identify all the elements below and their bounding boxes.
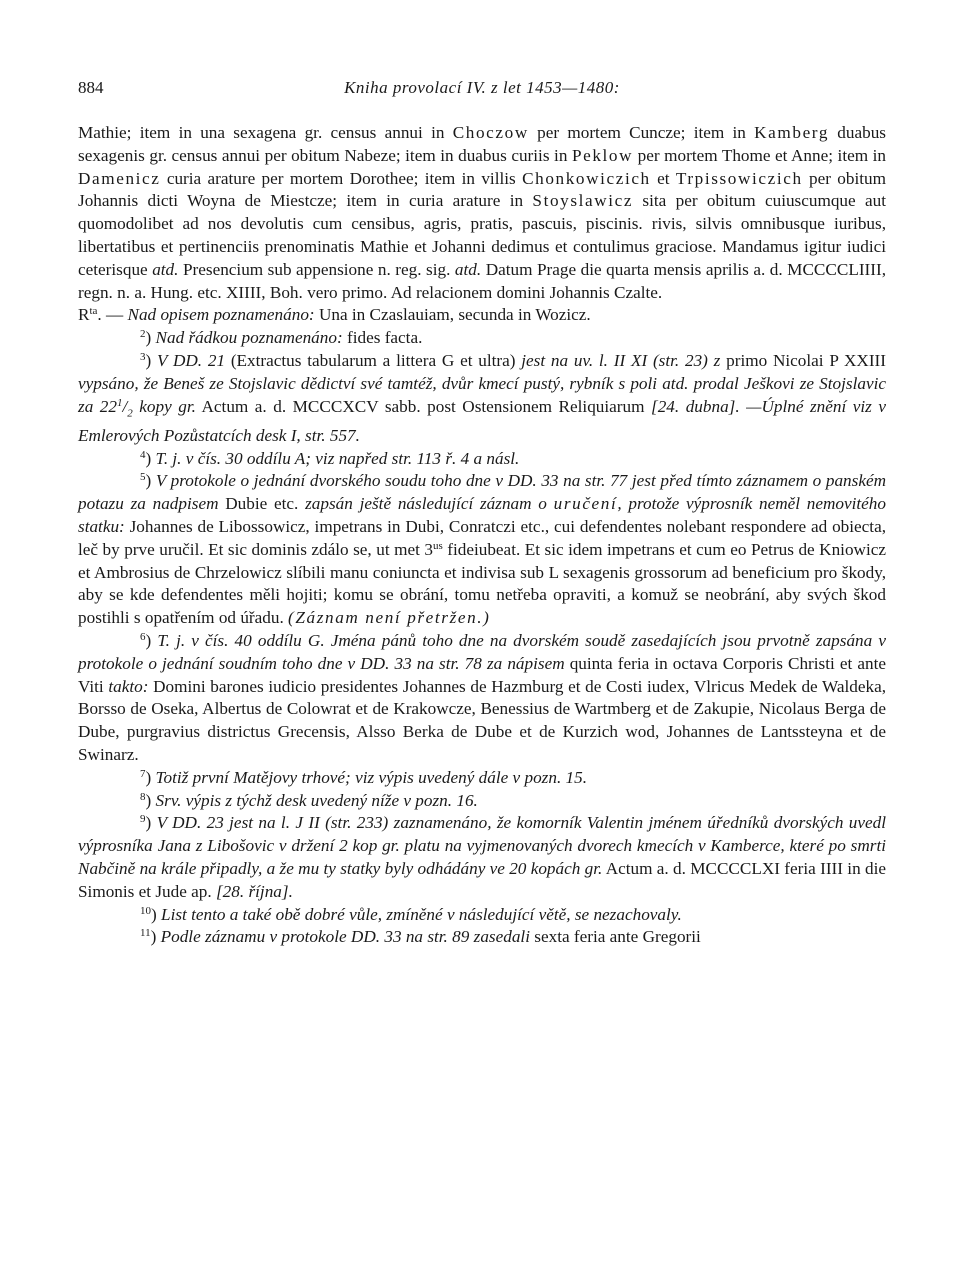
page-number: 884 xyxy=(78,78,104,97)
editorial-note: zapsán ještě následující záznam o xyxy=(305,494,554,514)
text-span: Actum a. d. MCCCXCV sabb. post Ostensionem Reliquiarum xyxy=(195,396,651,416)
text-span: ) xyxy=(145,630,158,650)
place-name: Chonkowiczich xyxy=(522,168,651,188)
footnote-marker: 4 xyxy=(140,448,146,461)
fraction-denominator: 2 xyxy=(127,407,133,419)
running-title: Kniha provolací IV. z let 1453—1480: xyxy=(344,78,620,97)
footnote-7 xyxy=(78,767,886,790)
editorial-note: takto: xyxy=(108,676,149,696)
footnote-marker: 8 xyxy=(140,790,146,803)
fraction-numerator: 1 xyxy=(117,396,123,409)
text-span: ) xyxy=(145,471,156,491)
editorial-note: Podle záznamu v protokole DD. 33 na str. 89 zasedali xyxy=(160,927,530,947)
place-name: Stoyslawicz xyxy=(532,191,634,211)
text-span: Una in Czaslauiam, secunda in Wozicz. xyxy=(314,305,591,325)
text-span: Datum Prage die quarta mensis aprilis a. d. MCCCCLIIII, regn. n. a. Hung. etc. XIIII, Boh. vero primo. Ad relacionem domini Johannis Czalte. xyxy=(78,259,887,302)
editorial-note: V protokole o jednání dvorského soudu toho dne v DD. 33 na str. 77 jest před tímto záznamem o panském potazu za nadpisem xyxy=(78,471,886,514)
editorial-note: Totiž první Matějovy trhové; viz výpis uvedený dále v pozn. 15. xyxy=(155,767,588,787)
text-span: primo Nicolai P XXIII xyxy=(720,350,887,370)
footnote-11 xyxy=(78,926,886,949)
footnote-marker: 11 xyxy=(140,927,151,940)
text-span: ) xyxy=(145,790,156,810)
editorial-note: kopy gr. xyxy=(132,396,196,416)
footnote-marker: 10 xyxy=(140,904,151,917)
fraction-slash: / xyxy=(122,396,128,416)
text-span: Actum a. d. MCCCCLXI feria IIII in die Simonis et Jude ap. xyxy=(78,858,886,901)
editorial-note: Srv. výpis z týchž desk uvedený níže v pozn. 16. xyxy=(155,790,478,810)
text-span: per obitum Johannis dicti Woyna de Miestcze; item in curia arature in xyxy=(78,168,886,211)
text-span: (Extractus tabularum a littera G et ultra) xyxy=(225,350,522,370)
main-text xyxy=(78,122,886,949)
editorial-note: T. j. v čís. 30 oddílu A; viz napřed str. 113 ř. 4 a násl. xyxy=(155,448,520,468)
editorial-note: V DD. 21 xyxy=(157,350,226,370)
text-span: ) xyxy=(145,448,156,468)
editorial-note: jest na uv. l. II XI (str. 23) z xyxy=(521,350,721,370)
editorial-note-spaced: uručení xyxy=(553,494,618,514)
footnote-marker: 9 xyxy=(140,813,146,826)
footnote-marker: 2 xyxy=(140,328,146,341)
editorial-note: Nad řádkou poznamenáno: xyxy=(155,328,343,348)
editorial-note: List tento a také obě dobré vůle, zmíněné v následující větě, se nezachovaly. xyxy=(161,904,682,924)
footnote-marker: 3 xyxy=(140,350,146,363)
text-span: ) xyxy=(150,927,161,947)
editorial-note-spaced: (Záznam není přetržen.) xyxy=(288,608,491,628)
editorial-note: [24. dubna]. —Úplné znění viz v Emlerových Pozůstatcích desk I, str. 557. xyxy=(78,396,886,445)
editorial-note: Nad opisem poznamenáno: xyxy=(127,305,315,325)
text-span: Mathie; item in una sexagena gr. census annui in xyxy=(78,123,453,142)
abbreviation: atd. xyxy=(454,259,482,279)
place-name: Kamberg xyxy=(754,123,830,142)
text-span: R xyxy=(78,305,90,325)
footnote-8 xyxy=(78,790,886,813)
place-name: Choczow xyxy=(452,123,529,142)
text-span: Domini barones iudicio presidentes Johannes de Hazmburg et de Costi iudex, Vlricus Medek de Waldeka, Borsso de Oseka, Albertus de Colowrat et de Krakowcze, Benessius de Wartmberg et de Zakupie, Nicolaus Berga de Dube, purgravius districtus Grecensis, Alsso Berka de Dube et de Kurzich wod, Johannes de Lantssteyna et de Swinarz. xyxy=(78,676,886,764)
editorial-note: T. j. v čís. 40 oddílu G. Jména pánů toho dne na dvorském soudě zasedajících jsou prvotně zapsána v protokole o jednání soudním toho dne v DD. 33 na str. 78 za nápisem xyxy=(78,630,886,673)
text-span: curia arature per mortem Dorothee; item in villis xyxy=(160,168,523,188)
footnote-3 xyxy=(78,350,886,448)
text-span: quinta feria in octava Corporis Christi et ante Viti xyxy=(78,653,886,696)
footnote-4 xyxy=(78,448,886,471)
footnote-10 xyxy=(78,904,886,927)
text-span: ) xyxy=(151,904,162,924)
footnote-5 xyxy=(78,470,886,630)
footnote-marker: 6 xyxy=(140,630,146,643)
superscript: ta xyxy=(89,305,98,318)
abbreviation: atd. xyxy=(152,259,179,279)
place-name: Trpissowiczich xyxy=(675,168,803,188)
footnote-1 xyxy=(78,304,886,327)
editorial-note: [28. října]. xyxy=(215,881,293,901)
text-span: ) xyxy=(145,350,157,370)
page-header xyxy=(78,78,886,102)
footnote-marker: 5 xyxy=(140,471,146,484)
editorial-note: , protože výprosník neměl nemovitého statku: xyxy=(78,494,886,536)
text-span: fideiubeat. Et sic idem impetrans et cum eo Petrus de Kniowicz et Ambrosius de Chrzelowicz slíbili manu coniuncta et indivisa sub L sexagenis grossorum ad beneficium pro škody, aby se kde defendentes měli hojiti; komu se obrání, tomu netřeba opraviti, a komuž se neobrání, aby svých škod postihli s opatřením od úřadu. xyxy=(78,539,886,628)
editorial-note: vypsáno, že Beneš ze Stojslavic dědictví své tamtéž, dvůr kmecí pustý, rybník s poli atd. prodal Ješkovi ze Stojslavic za 22 xyxy=(78,373,886,416)
footnote-6 xyxy=(78,630,886,767)
place-name: Peklow xyxy=(571,145,634,165)
text-span: sita per obitum cuiuscumque aut quomodolibet ad nos devolutis cum censibus, agris, pratis, pascuis, piscinis. rivis, silvis omnibusque iuribus, libertatibus et pertinenciis prenominatis Mathie et Johanni dedimus et contulimus graciose. Mandamus igitur iudici ceterisque xyxy=(78,191,886,279)
footnote-2 xyxy=(78,327,886,350)
text-span: per mortem Cuncze; item in xyxy=(528,123,755,142)
text-span: . — xyxy=(97,305,128,325)
text-span: fides facta. xyxy=(342,328,423,348)
text-span: Presencium sub appensione n. reg. sig. xyxy=(178,259,455,279)
text-span: duabus sexagenis gr. census annui per obitum Nabeze; item in duabus curiis in xyxy=(78,123,886,165)
place-name: Damenicz xyxy=(78,168,161,188)
text-span: Dubie etc. xyxy=(218,494,306,514)
text-span: per mortem Thome et Anne; item in xyxy=(633,145,887,165)
text-span: ) xyxy=(145,328,156,348)
footnote-9 xyxy=(78,812,886,903)
text-span: ) xyxy=(145,767,156,787)
text-span: ) xyxy=(145,813,157,833)
editorial-note: V DD. 23 jest na l. J II (str. 233) zaznamenáno, že komorník Valentin jménem úředníků dvorských uvedl výprosníka Jana z Libošovic v držení 2 kop gr. platu na vyjmenovaných dvorech kmecích v Kamberce, které po smrti Nabčině na krále připadly, a že mu ty statky byly odhádány ve 20 kopách gr. xyxy=(78,813,887,878)
text-span: Johannes de Libossowicz, impetrans in Dubi, Conratczi etc., cui defendentes nolebant respondere ad obiecta, leč by prve uručil. Et sic dominis zdálo se, ut met 3 xyxy=(78,516,886,559)
text-span: et xyxy=(650,168,676,188)
text-span: sexta feria ante Gregorii xyxy=(529,927,701,947)
main-paragraph xyxy=(78,122,886,304)
superscript: us xyxy=(432,539,443,552)
footnote-marker: 7 xyxy=(140,767,146,780)
